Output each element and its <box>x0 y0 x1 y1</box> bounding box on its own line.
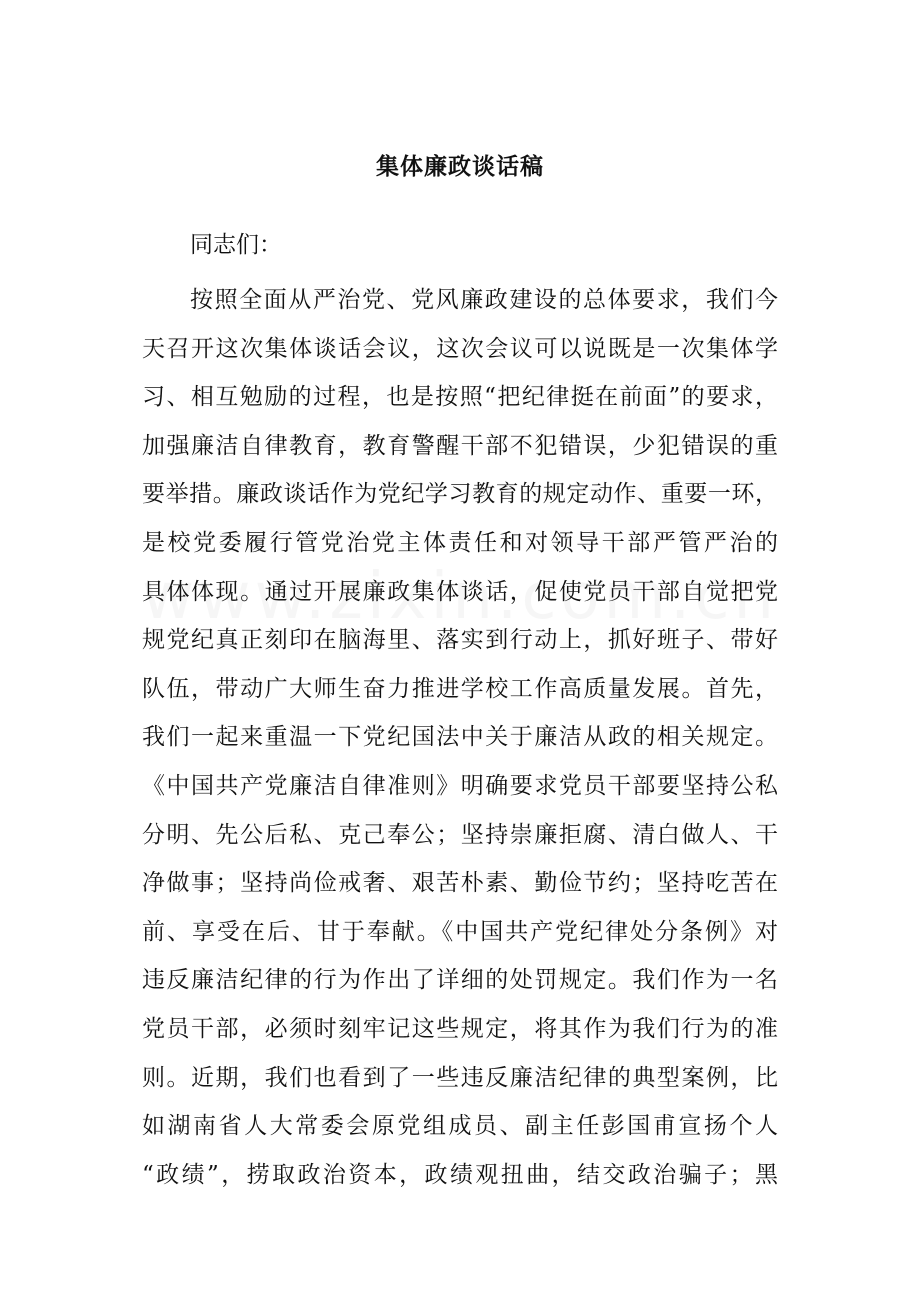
text-line: 如湖南省人大常委会原党组成员、副主任彭国甫宣扬个人 <box>142 1113 778 1140</box>
text-line: 分明、先公后私、克己奉公；坚持崇廉拒腐、清白做人、干 <box>142 821 778 848</box>
greeting: 同志们： <box>190 232 282 258</box>
text-line: 规党纪真正刻印在脑海里、落实到行动上，抓好班子、带好 <box>142 627 778 654</box>
body-text <box>142 276 778 1199</box>
text-line: 是校党委履行管党治党主体责任和对领导干部严管严治的 <box>142 529 778 556</box>
text-line: 天召开这次集体谈话会议，这次会议可以说既是一次集体学 <box>142 335 778 362</box>
text-line: 要举措。廉政谈话作为党纪学习教育的规定动作、重要一环， <box>142 481 778 508</box>
text-line: 我们一起来重温一下党纪国法中关于廉洁从政的相关规定。 <box>142 724 778 751</box>
text-line: 队伍，带动广大师生奋力推进学校工作高质量发展。首先， <box>142 675 778 702</box>
document-title: 集体廉政谈话稿 <box>376 153 544 180</box>
text-line: 习、相互勉励的过程，也是按照“把纪律挺在前面”的要求， <box>142 384 778 411</box>
text-line: 前、享受在后、甘于奉献。《中国共产党纪律处分条例》对 <box>142 918 778 945</box>
text-line: 则。近期，我们也看到了一些违反廉洁纪律的典型案例，比 <box>142 1064 778 1091</box>
text-line: 加强廉洁自律教育，教育警醒干部不犯错误，少犯错误的重 <box>142 432 778 459</box>
text-line: 党员干部，必须时刻牢记这些规定，将其作为我们行为的准 <box>142 1015 778 1042</box>
text-line: 按照全面从严治党、党风廉政建设的总体要求，我们今 <box>190 287 778 313</box>
text-line: 违反廉洁纪律的行为作出了详细的处罚规定。我们作为一名 <box>142 967 778 994</box>
text-line: 净做事；坚持尚俭戒奢、艰苦朴素、勤俭节约；坚持吃苦在 <box>142 870 778 897</box>
text-line: 具体体现。通过开展廉政集体谈话，促使党员干部自觉把党 <box>142 578 778 605</box>
text-line: 《中国共产党廉洁自律准则》明确要求党员干部要坚持公私 <box>142 772 778 799</box>
text-line: “政绩”，捞取政治资本，政绩观扭曲，结交政治骗子；黑 <box>142 1161 778 1188</box>
